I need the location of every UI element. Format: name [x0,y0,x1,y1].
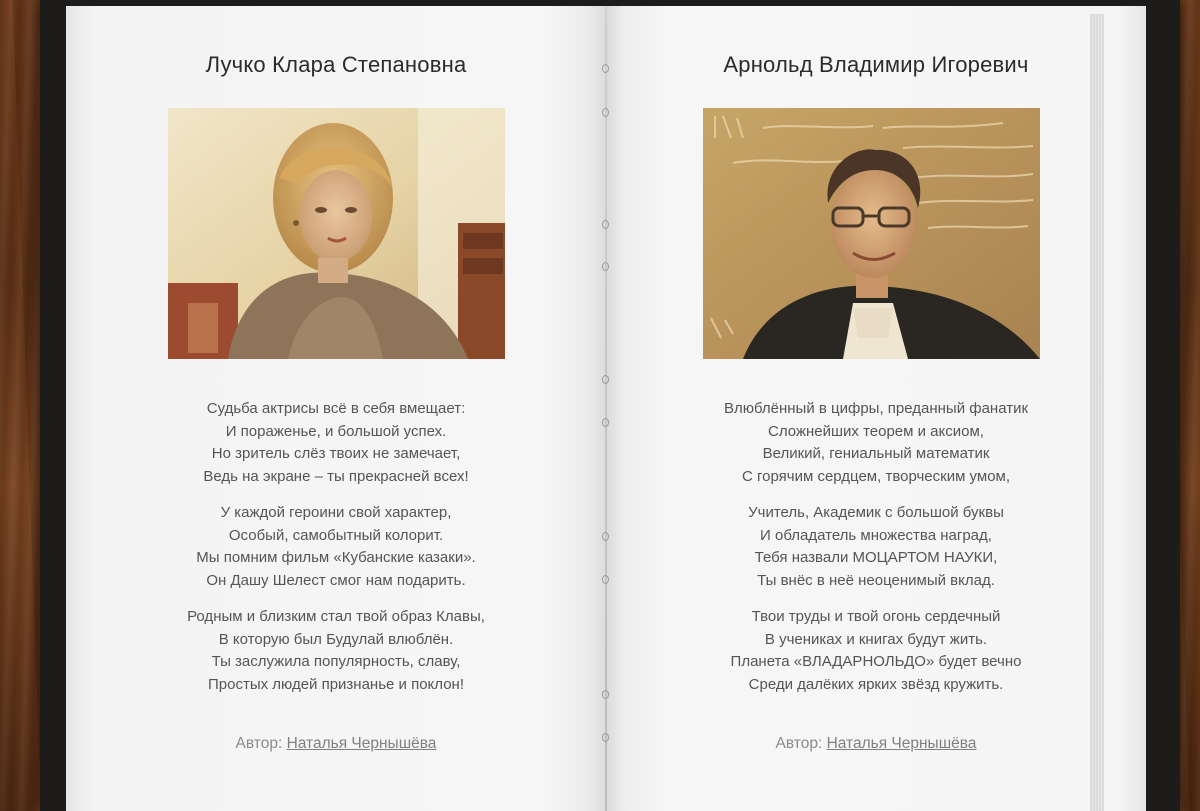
stitch-icon [602,108,609,117]
verse-line: У каждой героини свой характер, [220,504,452,521]
verse-line: Мы помним фильм «Кубанские казаки». [196,549,476,566]
stanza [66,502,606,592]
stitch-icon [602,532,609,541]
stanza [66,398,606,488]
right-page [606,6,1146,811]
author-link[interactable]: Наталья Чернышёва [826,735,977,752]
stitch-icon [602,64,609,73]
verse-line: В которую был Будулай влюблён. [218,630,454,648]
stitch-icon [602,733,609,742]
verse-line: Учитель, Академик с большой буквы [748,504,1004,521]
page-title: Арнольд Владимир Игоревич [723,52,1029,77]
verse-line: И обладатель множества наград, [760,526,992,544]
verse-line: Среди далёких ярких звёзд кружить. [748,675,1004,693]
stitch-icon [602,375,609,384]
verse-line: Тебя назвали МОЦАРТОМ НАУКИ, [754,549,998,566]
verse-line: В учениках и книгах будут жить. [764,630,988,648]
author-link[interactable]: Наталья Чернышёва [286,735,437,752]
verse-line: Простых людей признанье и поклон! [207,675,464,693]
verse-line: Влюблённый в цифры, преданный фанатик [723,400,1029,417]
stanza [606,606,1146,696]
verse-line: Ты внёс в неё неоценимый вклад. [757,571,995,589]
verse-line: И пораженье, и большой успех. [225,422,447,440]
stanza [66,606,606,696]
author-credit [66,735,606,753]
author-label: Автор: [775,735,823,752]
portrait-photo [168,108,505,359]
verse-line: Особый, самобытный колорит. [228,526,444,544]
verse-line: Но зритель слёз твоих не замечает, [211,445,461,462]
stanza [606,502,1146,592]
page-title: Лучко Клара Степановна [205,52,467,77]
poem [606,398,1146,710]
stitch-icon [602,262,609,271]
left-page [66,6,606,811]
verse-line: Ты заслужила популярность, славу, [211,653,461,670]
author-credit [606,735,1146,753]
page-edge [1090,14,1104,811]
stitch-icon [602,220,609,229]
stitch-icon [602,690,609,699]
stanza [606,398,1146,488]
portrait-photo [703,108,1040,359]
verse-line: Планета «ВЛАДАРНОЛЬДО» будет вечно [730,653,1022,670]
verse-line: Сложнейших теорем и аксиом, [768,422,984,440]
verse-line: Судьба актрисы всё в себя вмещает: [206,400,466,417]
verse-line: Твои труды и твой огонь сердечный [751,608,1001,625]
stitch-icon [602,575,609,584]
verse-line: Ведь на экране – ты прекрасней всех! [203,467,469,485]
verse-line: Он Дашу Шелест смог нам подарить. [206,571,466,589]
stitch-icon [602,418,609,427]
verse-line: С горячим сердцем, творческим умом, [741,467,1011,485]
verse-line: Родным и близким стал твой образ Клавы, [187,608,485,625]
verse-line: Великий, гениальный математик [762,445,990,462]
poem [66,398,606,710]
author-label: Автор: [235,735,283,752]
